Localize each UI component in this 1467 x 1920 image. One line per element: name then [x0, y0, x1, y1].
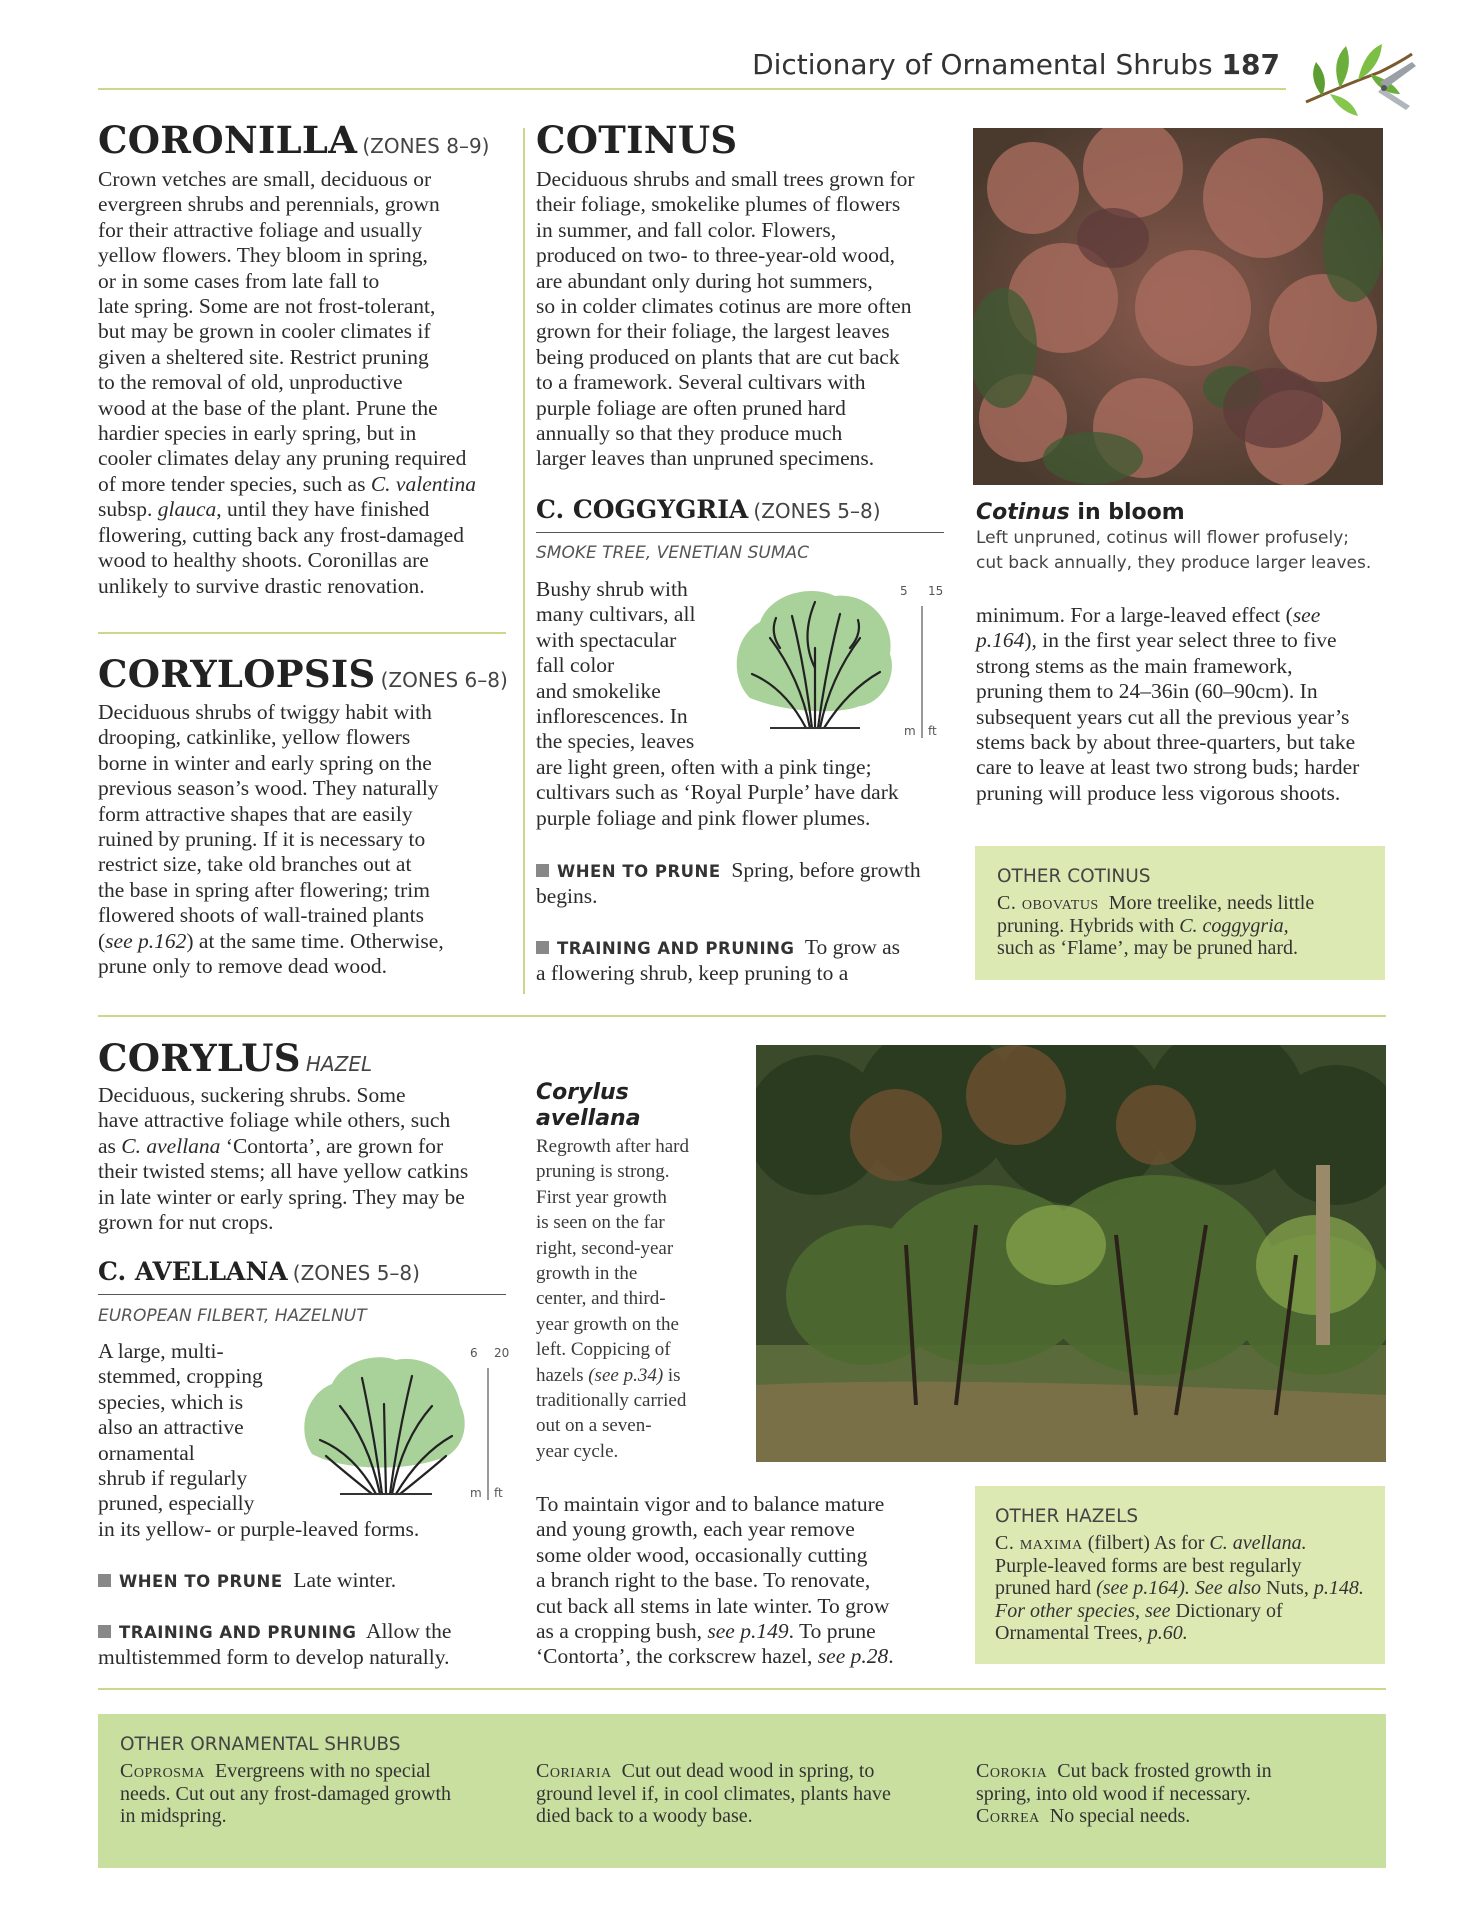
body-line: minimum. For a large-leaved effect (see: [976, 603, 1321, 627]
body-line: stemmed, cropping: [98, 1364, 263, 1389]
other-cotinus-box: [975, 846, 1385, 980]
coggygria-title: C. COGGYGRIA: [536, 495, 749, 524]
body-line: inflorescences. In: [536, 704, 688, 729]
body-line: their foliage, smokelike plumes of flowers: [536, 192, 901, 217]
scale-ft-unit: ft: [928, 724, 937, 738]
caption-title: Corylus avellana: [536, 1080, 641, 1131]
corylus-title: CORYLUS: [98, 1036, 301, 1080]
caption-line: cut back annually, they produce larger leaves.: [976, 553, 1372, 573]
bottom-rule: [98, 1688, 1386, 1690]
coronilla-zones: (ZONES 8–9): [362, 134, 490, 158]
corylopsis-body: [98, 700, 510, 979]
body-line: being produced on plants that are cut back: [536, 344, 900, 369]
coggygria-zones: (ZONES 5–8): [753, 499, 881, 523]
species-name: Coriaria: [536, 1760, 612, 1782]
shrub-size-illustration: [730, 578, 900, 738]
when-label: WHEN TO PRUNE: [557, 862, 721, 881]
body-line: are abundant only during hot summers,: [536, 268, 873, 293]
body-line: species, which is: [98, 1389, 244, 1414]
corylopsis-section: [98, 652, 510, 979]
body-line: purple foliage and pink flower plumes.: [536, 805, 871, 830]
body-line: and smokelike: [536, 678, 661, 703]
body-line: late spring. Some are not frost-tolerant,: [98, 294, 436, 319]
body-line: form attractive shapes that are easily: [98, 801, 413, 826]
corylopsis-zones: (ZONES 6–8): [380, 668, 508, 692]
scale-ft-value: 20: [494, 1346, 510, 1360]
cotinus-photo: [973, 128, 1383, 485]
body-line: hardier species in early spring, but in: [98, 421, 417, 446]
cotinus-section: [536, 118, 956, 472]
species-name: Correa: [976, 1805, 1040, 1827]
scale-m-value: 5: [900, 584, 908, 598]
coronilla-title: CORONILLA: [98, 118, 358, 162]
avellana-training: TRAINING AND PRUNING Allow the multistemmed form to develop naturally.: [98, 1619, 518, 1671]
body-line: cut back all stems in late winter. To grow: [536, 1593, 890, 1618]
body-line: in its yellow- or purple-leaved forms.: [98, 1516, 420, 1541]
body-line: A large, multi-: [98, 1339, 224, 1363]
body-line: yellow flowers. They bloom in spring,: [98, 243, 428, 268]
corylopsis-title: CORYLOPSIS: [98, 652, 376, 696]
body-line: ‘Contorta’, the corkscrew hazel, see p.28.: [536, 1644, 894, 1669]
body-line: pruning them to 24–36in (60–90cm). In: [976, 679, 1318, 704]
cotinus-photo-caption: [976, 500, 1386, 576]
running-header: [700, 48, 1280, 82]
body-line: given a sheltered site. Restrict pruning: [98, 344, 429, 369]
species-name: Coprosma: [120, 1760, 206, 1782]
body-line: annually so that they produce much: [536, 421, 843, 446]
body-line: as C. avellana ‘Contorta’, are grown for: [98, 1133, 444, 1158]
other-hazels-box: [975, 1486, 1385, 1664]
corylus-body: [98, 1083, 518, 1235]
species-name: C. obovatus: [997, 892, 1099, 914]
body-line: p.164), in the first year select three to five: [976, 628, 1337, 653]
bullet-square-icon: [536, 864, 549, 877]
body-line: wood at the base of the plant. Prune the: [98, 395, 438, 420]
body-line: for their attractive foliage and usually: [98, 217, 423, 242]
body-line: Crown vetches are small, deciduous or: [98, 167, 432, 191]
body-line: shrub if regularly: [98, 1466, 248, 1491]
body-line: Deciduous shrubs and small trees grown for: [536, 167, 915, 191]
other-shrubs-col1: Coprosma Evergreens with no special needs. Cut out any frost-damaged growth in midspring.: [120, 1760, 452, 1827]
body-line: have attractive foliage while others, such: [98, 1108, 451, 1133]
body-line: strong stems as the main framework,: [976, 653, 1293, 678]
when-label: WHEN TO PRUNE: [119, 1572, 283, 1591]
coggygria-rule: [536, 532, 944, 533]
other-shrubs-title: OTHER ORNAMENTAL SHRUBS: [120, 1734, 401, 1755]
coronilla-section: [98, 118, 510, 599]
other-cotinus-text: C. obovatus More treelike, needs little pruning. Hybrids with C. coggygria, such as ‘Flame’, may be pruned hard.: [997, 892, 1315, 959]
corylus-heading: [98, 1036, 518, 1080]
body-line: with spectacular: [536, 627, 677, 652]
coronilla-heading: [98, 118, 510, 162]
body-line: but may be grown in cooler climates if: [98, 319, 431, 344]
species-name: C. maxima: [995, 1532, 1083, 1554]
body-line: wood to healthy shoots. Coronillas are: [98, 548, 429, 573]
italic-ref: see p.162: [105, 928, 187, 953]
scale-m-unit: m: [470, 1486, 482, 1500]
bullet-square-icon: [98, 1574, 111, 1587]
cotinus-title: COTINUS: [536, 118, 738, 162]
body-line: larger leaves than unpruned specimens.: [536, 446, 875, 471]
other-hazels-text: C. maxima (filbert) As for C. avellana. Purple-leaved forms are best regularly pruned hard (see p.164). See also Nuts, p.148. For other species, see Dictionary of Ornamental Trees, p.60.: [995, 1532, 1364, 1644]
body-line: Deciduous, suckering shrubs. Some: [98, 1083, 406, 1107]
body-line: To maintain vigor and to balance mature: [536, 1492, 885, 1516]
section-rule: [98, 1015, 1386, 1017]
body-line: subsequent years cut all the previous year’s: [976, 704, 1350, 729]
avellana-rule: [98, 1294, 506, 1295]
corylus-photo: [756, 1045, 1386, 1462]
avellana-when: WHEN TO PRUNE Late winter.: [98, 1568, 518, 1594]
body-line: pruning will produce less vigorous shoots.: [976, 780, 1341, 805]
body-line: (see p.162) at the same time. Otherwise,: [98, 928, 444, 953]
body-line: begins.: [536, 884, 598, 909]
body-line: borne in winter and early spring on the: [98, 750, 432, 775]
body-line: purple foliage are often pruned hard: [536, 395, 846, 420]
corylus-section: [98, 1036, 518, 1235]
body-line: many cultivars, all: [536, 602, 696, 627]
corylus-photo-caption: [536, 1080, 746, 1464]
body-line: produced on two- to three-year-old wood,: [536, 243, 895, 268]
caption-line: Left unpruned, cotinus will flower profusely;: [976, 528, 1350, 548]
coggygria-training: TRAINING AND PRUNING To grow as a flowering shrub, keep pruning to a: [536, 935, 956, 987]
corylus-common-name: HAZEL: [305, 1052, 373, 1076]
coggygria-when: WHEN TO PRUNE Spring, before growth begins.: [536, 858, 956, 910]
coggygria-common-name: SMOKE TREE, VENETIAN SUMAC: [536, 543, 809, 563]
coronilla-body: [98, 167, 510, 599]
body-line: flowered shoots of wall-trained plants: [98, 903, 424, 928]
body-line: some older wood, occasionally cutting: [536, 1542, 868, 1567]
body-line: multistemmed form to develop naturally.: [98, 1645, 450, 1670]
body-line: of more tender species, such as C. valentina: [98, 471, 476, 496]
body-line: pruned, especially: [98, 1491, 255, 1516]
body-line: cooler climates delay any pruning required: [98, 446, 467, 471]
avellana-zones: (ZONES 5–8): [292, 1261, 420, 1285]
body-line: as a cropping bush, see p.149. To prune: [536, 1619, 876, 1644]
body-line: in summer, and fall color. Flowers,: [536, 217, 837, 242]
body-line: the base in spring after flowering; trim: [98, 877, 430, 902]
column-divider: [523, 128, 525, 994]
body-line: to the removal of old, unproductive: [98, 370, 403, 395]
body-line: the species, leaves: [536, 729, 695, 754]
body-line: previous season’s wood. They naturally: [98, 776, 439, 801]
caption-body: Regrowth after hard pruning is strong. First year growth is seen on the far right, second-year growth in the center, and third- year growth on the left. Coppicing of hazels (see p.34) is traditionally carried out on a seven- year cycle.: [536, 1136, 689, 1462]
bullet-square-icon: [536, 941, 549, 954]
avellana-heading: [98, 1256, 518, 1288]
cotinus-body: [536, 167, 956, 472]
training-label: TRAINING AND PRUNING: [557, 939, 795, 958]
body-line: or in some cases from late fall to: [98, 268, 380, 293]
body-line: are light green, often with a pink tinge;: [536, 754, 872, 779]
scale-m-value: 6: [470, 1346, 478, 1360]
body-line: in late winter or early spring. They may be: [98, 1184, 465, 1209]
body-line: also an attractive: [98, 1415, 244, 1440]
body-line: Deciduous shrubs of twiggy habit with: [98, 700, 432, 724]
body-line: ruined by pruning. If it is necessary to: [98, 827, 426, 852]
scale-ft-unit: ft: [494, 1486, 503, 1500]
coggygria-scale-bar: [921, 606, 923, 738]
avellana-scale-bar: [487, 1368, 489, 1500]
body-line: and young growth, each year remove: [536, 1517, 855, 1542]
bullet-square-icon: [98, 1625, 111, 1638]
body-line: ornamental: [98, 1440, 195, 1465]
corylopsis-heading: [98, 652, 510, 696]
italic-subsp: glauca: [157, 497, 217, 522]
caption-title: Cotinus in bloom: [976, 500, 1185, 525]
page-number: 187: [1221, 48, 1280, 81]
body-line: drooping, catkinlike, yellow flowers: [98, 725, 411, 750]
body-line: fall color: [536, 653, 615, 678]
body-line: a flowering shrub, keep pruning to a: [536, 961, 849, 986]
avellana-common-name: EUROPEAN FILBERT, HAZELNUT: [98, 1306, 367, 1326]
scale-ft-value: 15: [928, 584, 944, 598]
training-label: TRAINING AND PRUNING: [119, 1623, 357, 1642]
coggygria-continued: [976, 603, 1386, 806]
body-line: prune only to remove dead wood.: [98, 954, 387, 979]
body-line: their twisted stems; all have yellow catkins: [98, 1159, 469, 1184]
body-line: a branch right to the base. To renovate,: [536, 1568, 871, 1593]
corylus-continued: [536, 1492, 956, 1670]
body-line: stems back by about three-quarters, but take: [976, 730, 1356, 755]
body-line: subsp. glauca, until they have finished: [98, 497, 430, 522]
scale-m-unit: m: [904, 724, 916, 738]
body-line: flowering, cutting back any frost-damaged: [98, 522, 464, 547]
body-line: Bushy shrub with: [536, 577, 688, 601]
body-line: evergreen shrubs and perennials, grown: [98, 192, 440, 217]
body-line: so in colder climates cotinus are more often: [536, 294, 912, 319]
avellana-title: C. AVELLANA: [98, 1257, 288, 1286]
other-shrubs-col2: Coriaria Cut out dead wood in spring, to ground level if, in cool climates, plants have died back to a woody base.: [536, 1760, 891, 1827]
body-line: restrict size, take old branches out at: [98, 852, 412, 877]
body-line: care to leave at least two strong buds; harder: [976, 755, 1360, 780]
body-line: grown for their foliage, the largest leaves: [536, 319, 890, 344]
other-hazels-title: OTHER HAZELS: [995, 1506, 1139, 1527]
other-shrubs-box: [98, 1714, 1386, 1868]
hazel-size-illustration: [296, 1344, 476, 1504]
body-line: unlikely to survive drastic renovation.: [98, 573, 425, 598]
coggygria-heading: [536, 494, 956, 526]
other-shrubs-col3: Corokia Cut back frosted growth in spring, into old wood if necessary. Correa No special needs.: [976, 1760, 1272, 1827]
body-line: grown for nut crops.: [98, 1210, 274, 1235]
body-line: to a framework. Several cultivars with: [536, 370, 866, 395]
italic-species: C. valentina: [370, 471, 476, 496]
coronilla-rule: [98, 632, 506, 634]
running-title: Dictionary of Ornamental Shrubs: [752, 48, 1213, 81]
other-cotinus-title: OTHER COTINUS: [997, 866, 1151, 887]
body-line: cultivars such as ‘Royal Purple’ have dark: [536, 780, 899, 805]
leaf-branch-icon: [1300, 32, 1418, 124]
species-name: Corokia: [976, 1760, 1048, 1782]
header-rule: [98, 88, 1286, 90]
